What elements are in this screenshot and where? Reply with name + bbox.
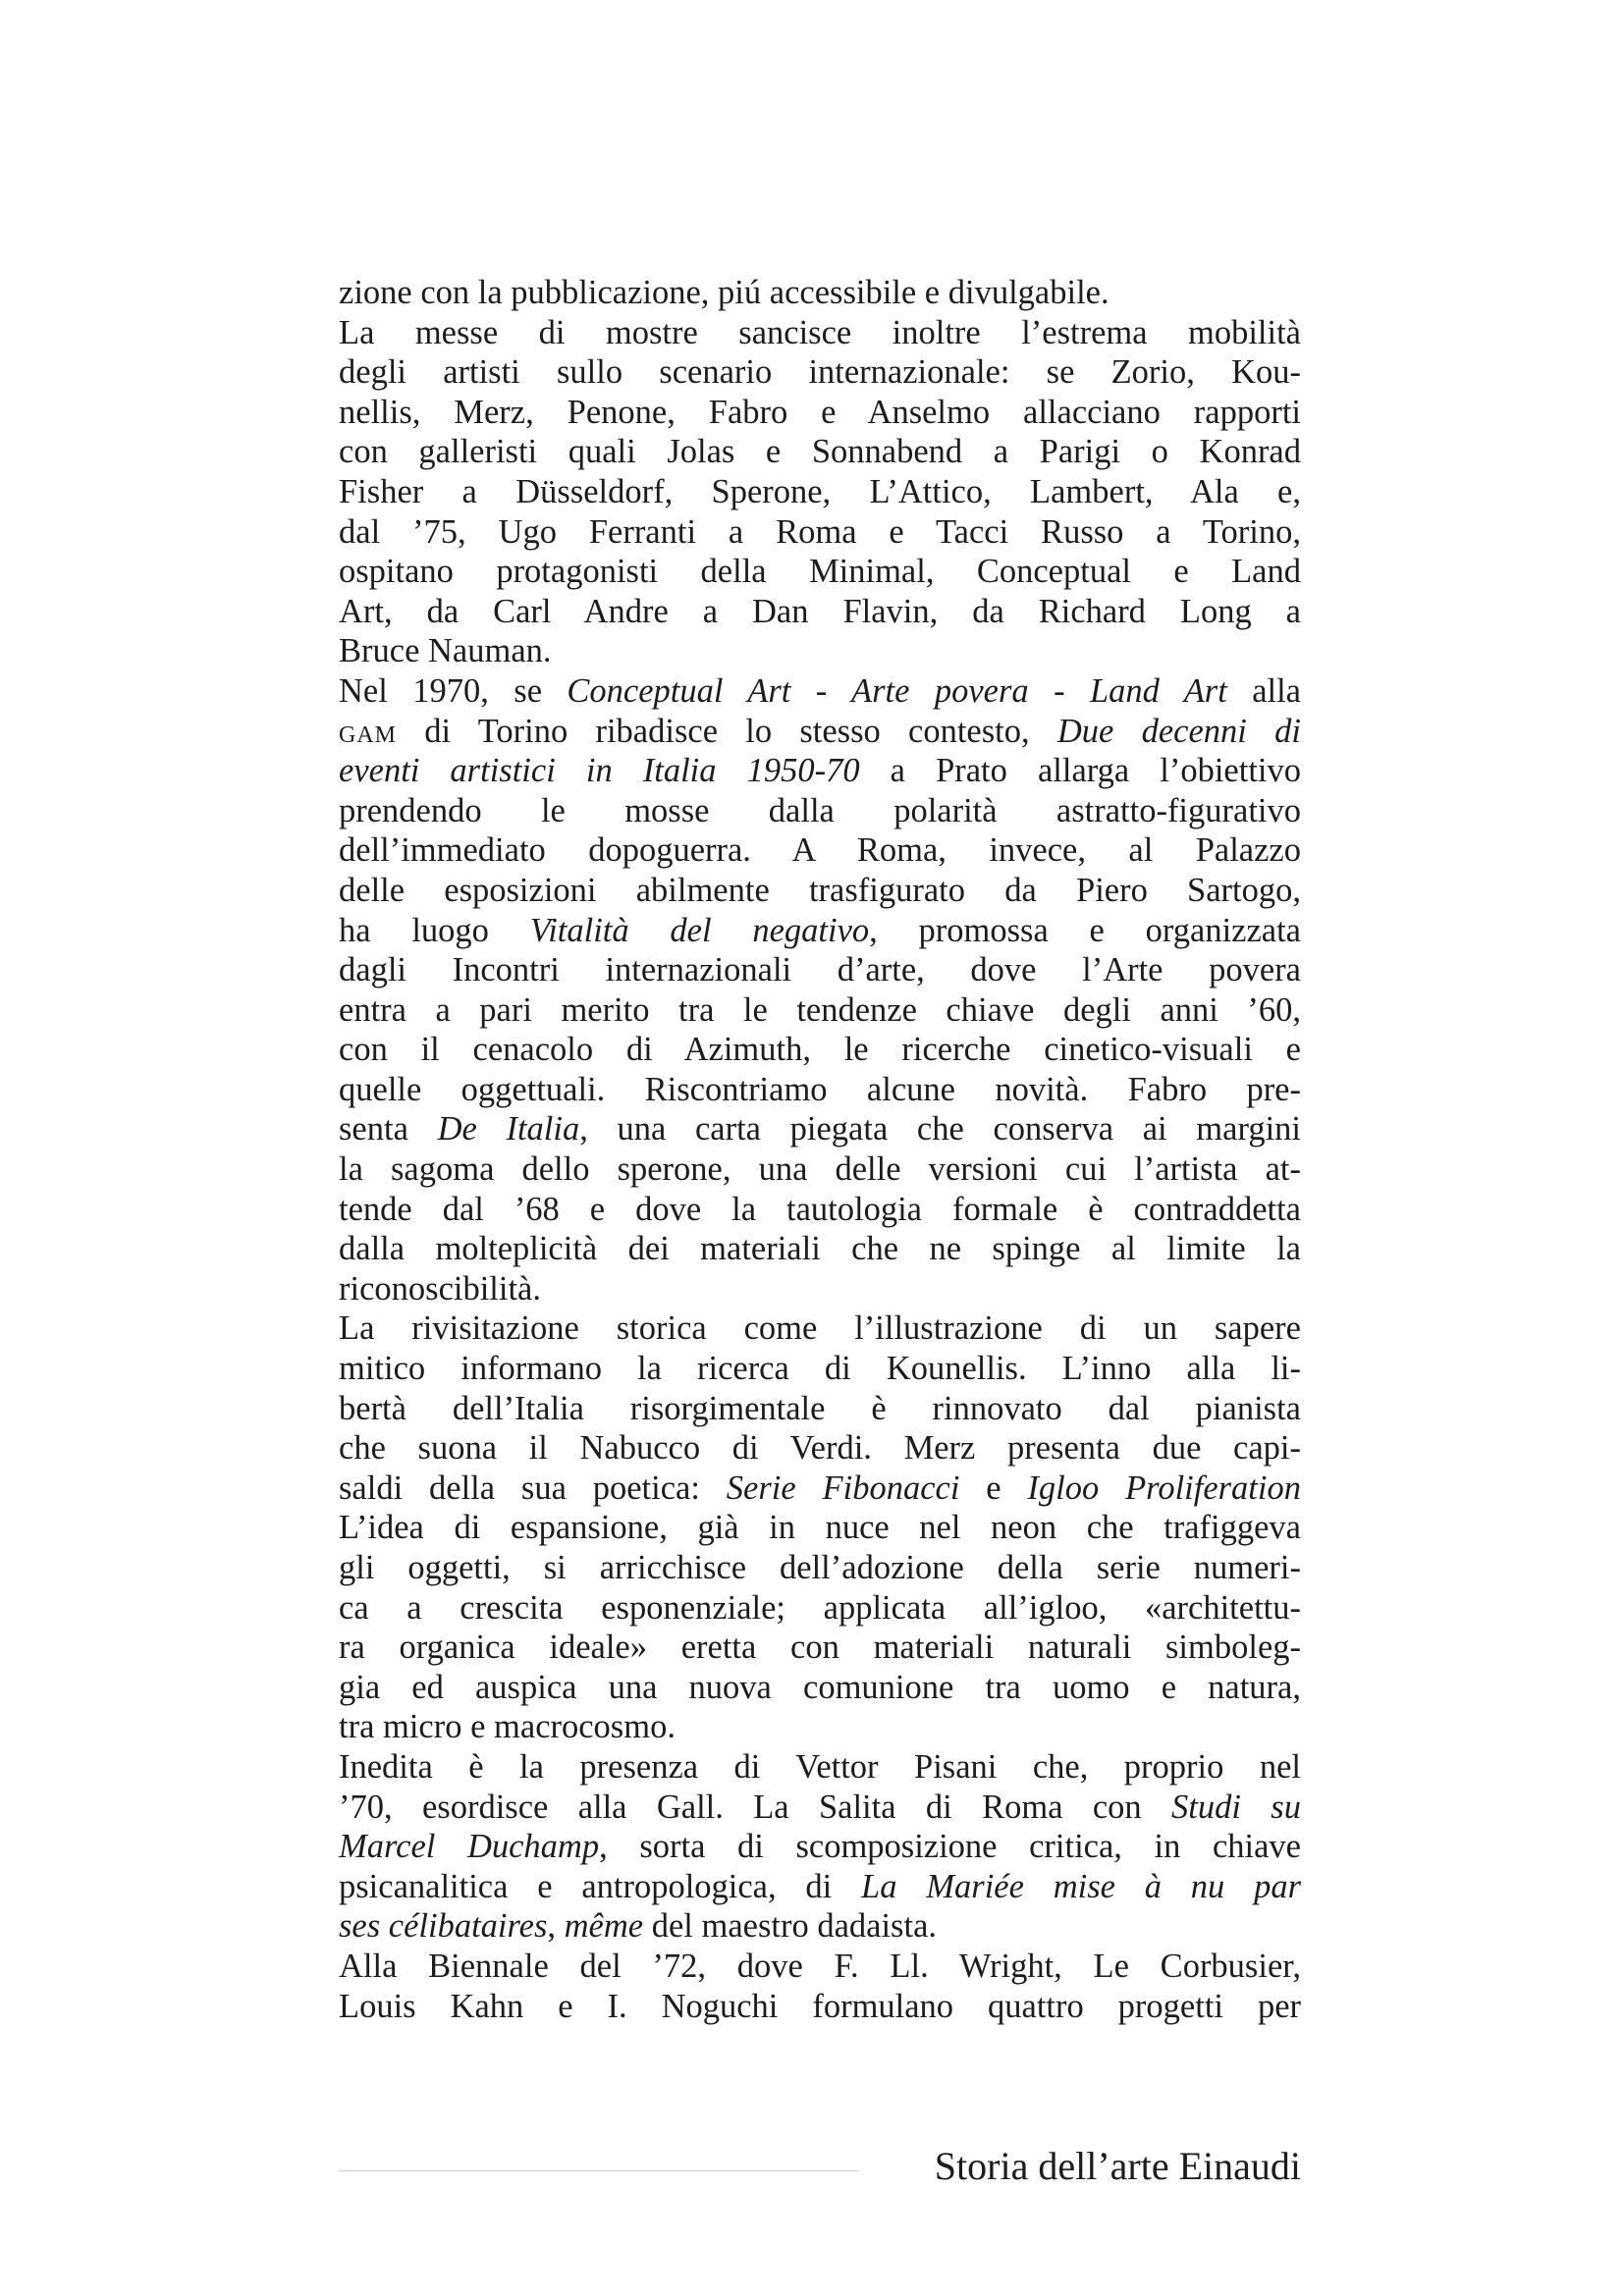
text-line: dell’immediato dopoguerra. A Roma, invece, al Palazzo (339, 831, 1301, 870)
artwork-title: Studi su (1171, 1788, 1301, 1826)
text-line: delle esposizioni abilmente trasfigurato da Piero Sartogo, (339, 871, 1301, 909)
text-line: ra organica ideale» eretta con materiali naturali simboleg- (339, 1629, 1301, 1667)
text-line: Bruce Nauman. (339, 632, 552, 670)
text-line: dalla molteplicità dei materiali che ne spinge al limite la (339, 1230, 1301, 1268)
text-line: dagli Incontri internazionali d’arte, dove l’Arte povera (339, 951, 1301, 989)
paragraph (339, 1747, 1301, 1947)
text-line: Nel 1970, se Conceptual Art - Arte povera - Land Art alla (339, 671, 1301, 710)
museum-acronym: gam (339, 712, 398, 750)
text-line: che suona il Nabucco di Verdi. Merz presenta due capi- (339, 1429, 1301, 1468)
exhibition-title: Vitalità del negativo (529, 911, 870, 949)
text-line: tra micro e macrocosmo. (339, 1708, 676, 1746)
text-line: bertà dell’Italia risorgimentale è rinnovato dal pianista (339, 1389, 1301, 1427)
text-line: ospitano protagonisti della Minimal, Conceptual e Land (339, 553, 1301, 591)
text-line: Inedita è la presenza di Vettor Pisani che, proprio nel (339, 1747, 1301, 1786)
text-line: ca a crescita esponenziale; applicata all’igloo, «architettu- (339, 1588, 1301, 1627)
artwork-title: même (564, 1907, 644, 1946)
text-line: mitico informano la ricerca di Kounellis. L’inno alla li- (339, 1350, 1301, 1388)
text-line: ha luogo Vitalità del negativo, promossa e organizzata (339, 911, 1301, 949)
paragraph (339, 671, 1301, 1309)
text-line: con il cenacolo di Azimuth, le ricerche cinetico-visuali e (339, 1031, 1301, 1069)
text-line: La messe di mostre sancisce inoltre l’estrema mobilità (339, 313, 1301, 351)
text-line: con galleristi quali Jolas e Sonnabend a Parigi o Konrad (339, 433, 1301, 471)
text-line: La rivisitazione storica come l’illustrazione di un sapere (339, 1309, 1301, 1348)
text-line: Alla Biennale del ’72, dove F. Ll. Wright, Le Corbusier, (339, 1947, 1301, 1985)
text-line: psicanalitica e antropologica, di La Mariée mise à nu par (339, 1867, 1301, 1905)
text-line: saldi della sua poetica: Serie Fibonacci e Igloo Proliferation (339, 1468, 1301, 1507)
text-line: Fisher a Düsseldorf, Sperone, L’Attico, Lambert, Ala e, (339, 472, 1301, 510)
text-line: gam di Torino ribadisce lo stesso contesto, Due decenni di (339, 712, 1301, 750)
artwork-title: La Mariée mise à nu par (861, 1867, 1301, 1905)
exhibition-title: Due decenni di (1056, 712, 1301, 750)
text-line: dal ’75, Ugo Ferranti a Roma e Tacci Russo a Torino, (339, 512, 1301, 551)
text-line: tende dal ’68 e dove la tautologia formale è contraddetta (339, 1190, 1301, 1228)
text-line: Marcel Duchamp, sorta di scomposizione critica, in chiave (339, 1828, 1301, 1866)
text-line: zione con la pubblicazione, piú accessibile e divulgabile. (339, 274, 1109, 311)
text-line: quelle oggettuali. Riscontriamo alcune novità. Fabro pre- (339, 1070, 1301, 1108)
text-line: prendendo le mosse dalla polarità astratto-figurativo (339, 791, 1301, 829)
text-line: riconoscibilità. (339, 1269, 541, 1308)
exhibition-title: eventi artistici in Italia 1950-70 (339, 752, 860, 790)
text-line: la sagoma dello sperone, una delle versioni cui l’artista at- (339, 1150, 1301, 1189)
paragraph (339, 1947, 1301, 2026)
text-line: L’idea di espansione, già in nuce nel neon che trafiggeva (339, 1509, 1301, 1547)
text-line: nellis, Merz, Penone, Fabro e Anselmo allacciano rapporti (339, 393, 1301, 431)
artwork-title: Serie Fibonacci (726, 1468, 960, 1507)
text-line: ses célibataires, même del maestro dadaista. (339, 1907, 938, 1946)
text-line: ’70, esordisce alla Gall. La Salita di Roma con Studi su (339, 1788, 1301, 1826)
text-line: gia ed auspica una nuova comunione tra uomo e natura, (339, 1668, 1301, 1706)
text-line: gli oggetti, si arricchisce dell’adozione della serie numeri- (339, 1549, 1301, 1586)
text-column (339, 273, 1301, 2026)
text-line: senta De Italia, una carta piegata che conserva ai margini (339, 1110, 1301, 1148)
text-line: degli artisti sullo scenario internazionale: se Zorio, Kou- (339, 353, 1301, 392)
footer-title: Storia dell’arte Einaudi (934, 2144, 1301, 2188)
text-line: entra a pari merito tra le tendenze chiave degli anni ’60, (339, 990, 1301, 1029)
text-line: eventi artistici in Italia 1950-70 a Prato allarga l’obiettivo (339, 752, 1301, 790)
text-line: Louis Kahn e I. Noguchi formulano quattro progetti per (339, 1987, 1301, 2025)
artwork-title: ses célibataires (339, 1907, 548, 1946)
exhibition-title: Conceptual Art - Arte povera - Land Art (567, 671, 1227, 710)
text-line: Art, da Carl Andre a Dan Flavin, da Richard Long a (339, 592, 1301, 630)
artwork-title: Igloo Proliferation (1027, 1468, 1301, 1507)
artwork-title: Marcel Duchamp (339, 1828, 600, 1866)
paragraph (339, 273, 1301, 313)
paragraph (339, 1308, 1301, 1747)
artwork-title: De Italia (437, 1110, 580, 1148)
footer-rule (339, 2170, 859, 2171)
paragraph (339, 313, 1301, 671)
